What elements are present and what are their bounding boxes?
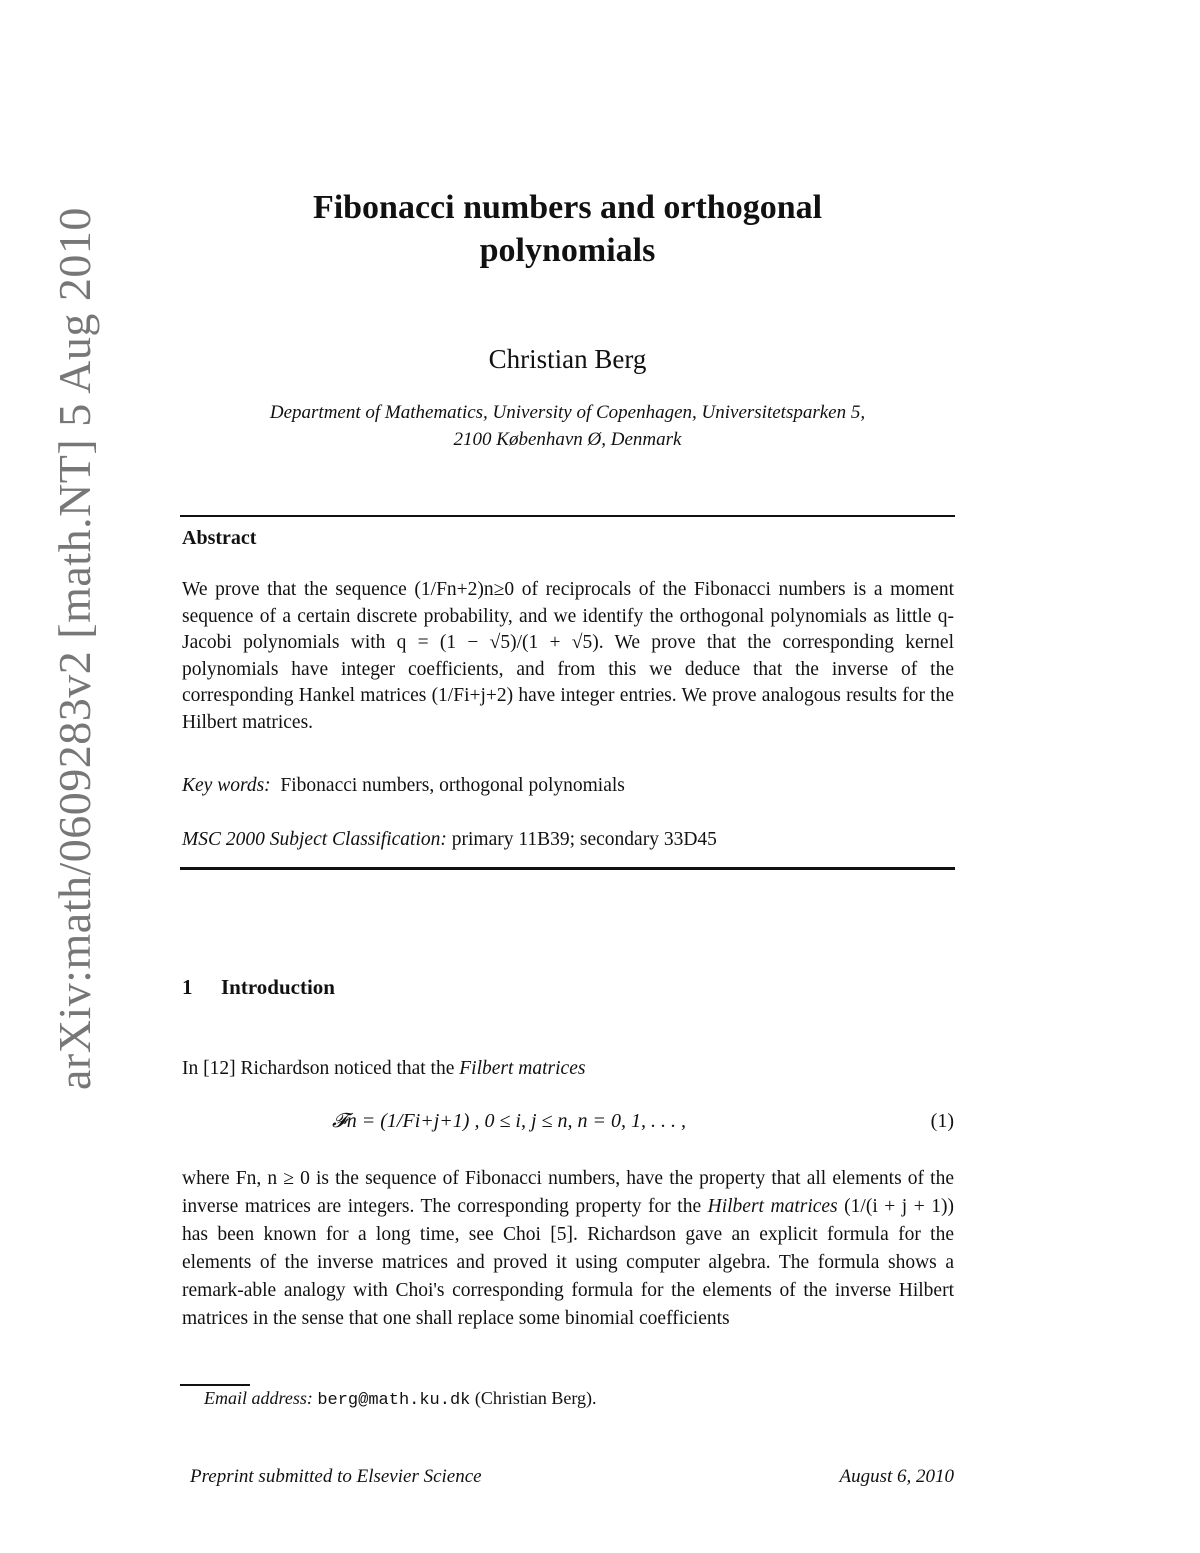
equation-number: (1) — [930, 1110, 954, 1132]
footnote-rule — [180, 1384, 250, 1386]
footnote-name: (Christian Berg). — [474, 1388, 597, 1408]
intro-first-line-text: In [12] Richardson noticed that the — [182, 1058, 460, 1079]
author-name: Christian Berg — [488, 344, 647, 374]
abstract-heading: Abstract — [182, 527, 257, 549]
keywords-line — [182, 773, 954, 800]
section-number: 1 — [182, 975, 193, 999]
author-affiliation — [180, 399, 955, 453]
paper-title — [180, 186, 955, 272]
equation-body: 𝓕n = (1/Fi+j+1) , 0 ≤ i, j ≤ n, n = 0, 1, . . . , — [332, 1110, 687, 1132]
arxiv-identifier-stamp: arXiv:math/0609283v2 [math.NT] 5 Aug 2010 — [49, 207, 100, 1090]
filbert-term: Filbert matrices — [459, 1058, 586, 1079]
title-line-2: polynomials — [479, 232, 656, 269]
msc-label: MSC 2000 Subject Classification: — [182, 829, 447, 850]
intro-first-line — [182, 1056, 954, 1083]
footnote-label: Email address: — [204, 1388, 313, 1408]
title-line-1: Fibonacci numbers and orthogonal — [312, 189, 823, 226]
equation-1 — [182, 1110, 954, 1138]
keywords-label: Key words: — [182, 775, 271, 796]
affiliation-line-2: 2100 København Ø, Denmark — [453, 429, 682, 450]
keywords-value: Fibonacci numbers, orthogonal polynomials — [280, 775, 625, 796]
abstract-top-rule — [180, 515, 955, 517]
msc-value: primary 11B39; secondary 33D45 — [451, 829, 717, 850]
abstract-bottom-rule — [180, 867, 955, 870]
section-heading — [182, 975, 335, 1000]
footnote — [204, 1388, 597, 1410]
hilbert-term: Hilbert matrices — [707, 1196, 838, 1217]
preprint-note: Preprint submitted to Elsevier Science — [190, 1466, 482, 1487]
section-title: Introduction — [221, 975, 335, 999]
email-link[interactable]: berg@math.ku.dk — [317, 1391, 471, 1410]
affiliation-line-1: Department of Mathematics, University of Copenhagen, Universitetsparken 5, — [269, 402, 866, 423]
abstract-text: We prove that the sequence (1/Fn+2)n≥0 of reciprocals of the Fibonacci numbers is a moment sequence of a certain discrete probability, and we identify the orthogonal polynomials as little q-Jacobi polynomials with q = (1 − √5)/(1 + √5). We prove that the corresponding kernel polynomials have integer coefficients, and from this we deduce that the inverse of the corresponding Hankel matrices (1/Fi+j+2) have integer entries. We prove analogous results for the Hilbert matrices. — [182, 579, 954, 733]
intro-body-paragraph — [182, 1165, 954, 1333]
intro-body-part-2: (1/(i + j + 1)) has been known for a long time, see Choi [5]. Richardson gave an explicit formula for the elements of the inverse matrices and proved it using computer algebra. The formula shows a remark-able analogy with Choi's corresponding formula for the elements of the inverse Hilbert matrices in the sense that one shall replace some binomial coefficients — [182, 1196, 955, 1329]
intro-body-part-1: where Fn, n ≥ 0 is the sequence of Fibonacci numbers, have the property that all elements of the inverse matrices are integers. The corresponding property for the — [182, 1168, 954, 1217]
preprint-date: August 6, 2010 — [839, 1466, 954, 1487]
msc-classification-line — [182, 827, 954, 854]
